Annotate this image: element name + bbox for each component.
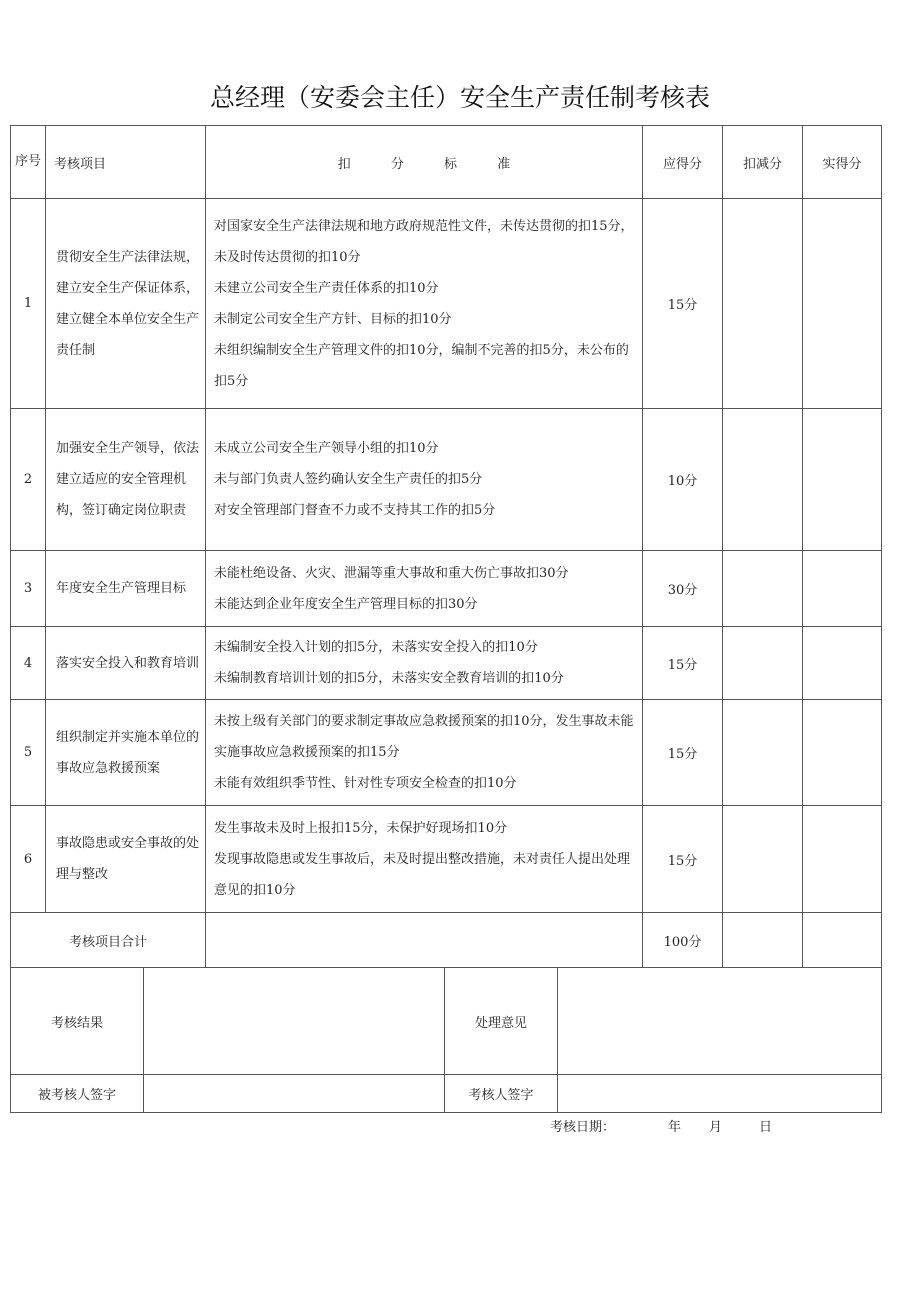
criteria-item: 未与部门负责人签约确认安全生产责任的扣5分 — [214, 472, 483, 487]
result-label: 考核结果 — [11, 968, 144, 1075]
header-seq: 序号 — [11, 126, 46, 199]
criteria-item: 未编制教育培训计划的扣5分，未落实安全教育培训的扣10分 — [214, 671, 564, 686]
row-number: 3 — [11, 551, 46, 627]
row-number: 1 — [11, 199, 46, 409]
criteria-item: 发生事故未及时上报扣15分，未保护好现场扣10分 — [214, 820, 508, 836]
assessment-table — [10, 125, 882, 968]
total-row — [11, 913, 882, 968]
table-row — [11, 409, 882, 551]
row-project: 贯彻安全生产法律法规，建立安全生产保证体系，建立健全本单位安全生产责任制 — [46, 199, 206, 409]
row-criteria — [206, 806, 643, 913]
examinee-signature-label: 被考核人签字 — [11, 1075, 144, 1113]
result-row — [11, 968, 882, 1075]
row-deduct-cell[interactable] — [723, 627, 803, 700]
result-field[interactable] — [144, 968, 445, 1075]
date-month: 月 — [709, 1120, 723, 1135]
criteria-item: 未按上级有关部门的要求制定事故应急救援预案的扣10分，发生事故未能实施事故应急救援预案的扣15分 — [214, 714, 634, 760]
header-should-score: 应得分 — [643, 126, 723, 199]
total-deduct-cell[interactable] — [723, 913, 803, 968]
examiner-signature-field[interactable] — [558, 1075, 882, 1113]
row-deduct-cell[interactable] — [723, 551, 803, 627]
total-score: 100分 — [643, 913, 723, 968]
table-row — [11, 627, 882, 700]
table-row — [11, 551, 882, 627]
row-score: 15分 — [643, 199, 723, 409]
row-deduct-cell[interactable] — [723, 806, 803, 913]
row-number: 5 — [11, 700, 46, 806]
criteria-item: 对国家安全生产法律法规和地方政府规范性文件，未传达贯彻的扣15分，未及时传达贯彻的扣10分 — [214, 218, 634, 265]
row-number: 4 — [11, 627, 46, 700]
header-actual: 实得分 — [803, 126, 882, 199]
total-criteria-cell — [206, 913, 643, 968]
header-deduct: 扣减分 — [723, 126, 803, 199]
row-score: 15分 — [643, 806, 723, 913]
row-criteria — [206, 409, 643, 551]
row-actual-cell[interactable] — [803, 551, 882, 627]
criteria-item: 未编制安全投入计划的扣5分，未落实安全投入的扣10分 — [214, 640, 538, 655]
row-criteria — [206, 700, 643, 806]
row-criteria — [206, 627, 643, 700]
table-row — [11, 806, 882, 913]
examinee-signature-field[interactable] — [144, 1075, 445, 1113]
table-row — [11, 700, 882, 806]
criteria-item: 发现事故隐患或发生事故后，未及时提出整改措施，未对责任人提出处理意见的扣10分 — [214, 851, 631, 898]
row-criteria — [206, 551, 643, 627]
row-project: 年度安全生产管理目标 — [46, 551, 206, 627]
page-title: 总经理（安委会主任）安全生产责任制考核表 — [209, 83, 710, 112]
header-project: 考核项目 — [46, 126, 206, 199]
row-project: 加强安全生产领导，依法建立适应的安全管理机构，签订确定岗位职责 — [46, 409, 206, 551]
row-deduct-cell[interactable] — [723, 700, 803, 806]
opinion-label: 处理意见 — [445, 968, 558, 1075]
total-actual-cell[interactable] — [803, 913, 882, 968]
criteria-item: 未制定公司安全生产方针、目标的扣10分 — [214, 311, 452, 327]
row-number: 6 — [11, 806, 46, 913]
row-score: 15分 — [643, 627, 723, 700]
date-label: 考核日期： — [550, 1120, 616, 1135]
row-number: 2 — [11, 409, 46, 551]
table-row — [11, 199, 882, 409]
table-header-row — [11, 126, 882, 199]
date-year: 年 — [668, 1120, 682, 1135]
criteria-item: 未能达到企业年度安全生产管理目标的扣30分 — [214, 596, 478, 612]
row-project: 组织制定并实施本单位的事故应急救援预案 — [46, 700, 206, 806]
row-actual-cell[interactable] — [803, 627, 882, 700]
row-deduct-cell[interactable] — [723, 199, 803, 409]
result-table — [10, 967, 882, 1113]
row-actual-cell[interactable] — [803, 700, 882, 806]
criteria-item: 未建立公司安全生产责任体系的扣10分 — [214, 280, 439, 296]
header-criteria: 扣 分 标 准 — [206, 126, 643, 199]
row-actual-cell[interactable] — [803, 199, 882, 409]
examiner-signature-label: 考核人签字 — [445, 1075, 558, 1113]
criteria-item: 对安全管理部门督查不力或不支持其工作的扣5分 — [214, 503, 496, 518]
row-project: 事故隐患或安全事故的处理与整改 — [46, 806, 206, 913]
opinion-field[interactable] — [558, 968, 882, 1075]
row-actual-cell[interactable] — [803, 806, 882, 913]
criteria-item: 未能杜绝设备、火灾、泄漏等重大事故和重大伤亡事故扣30分 — [214, 565, 569, 581]
row-score: 30分 — [643, 551, 723, 627]
row-criteria — [206, 199, 643, 409]
row-score: 10分 — [643, 409, 723, 551]
row-project: 落实安全投入和教育培训 — [46, 627, 206, 700]
date-day: 日 — [759, 1120, 773, 1135]
criteria-item: 未能有效组织季节性、针对性专项安全检查的扣10分 — [214, 776, 517, 791]
signature-row — [11, 1075, 882, 1113]
row-deduct-cell[interactable] — [723, 409, 803, 551]
criteria-item: 未成立公司安全生产领导小组的扣10分 — [214, 441, 439, 456]
row-actual-cell[interactable] — [803, 409, 882, 551]
total-label: 考核项目合计 — [11, 913, 206, 968]
criteria-item: 未组织编制安全生产管理文件的扣10分，编制不完善的扣5分，未公布的扣5分 — [214, 342, 629, 389]
row-score: 15分 — [643, 700, 723, 806]
